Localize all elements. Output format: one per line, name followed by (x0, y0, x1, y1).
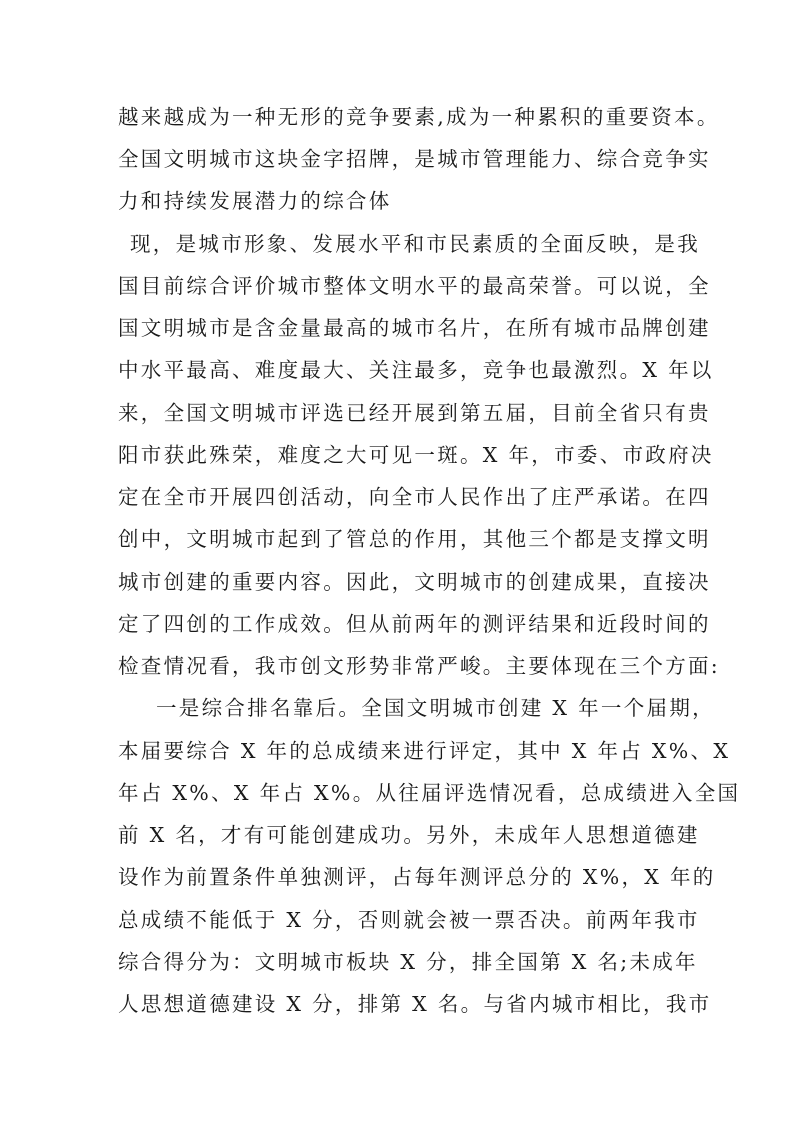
text-line-8: 来，全国文明城市评选已经开展到第五届，目前全省只有贵 (118, 401, 711, 425)
text-line-21: 综合得分为：文明城市板块 X 分，排全国第 X 名;未成年 (118, 950, 698, 974)
text-line-13: 定了四创的工作成效。但从前两年的测评结果和近段时间的 (118, 612, 711, 636)
text-line-18: 前 X 名，才有可能创建成功。另外，未成年人思想道德建 (118, 823, 700, 847)
text-line-20: 总成绩不能低于 X 分，否则就会被一票否决。前两年我市 (118, 908, 700, 932)
text-line-5: 国目前综合评价城市整体文明水平的最高荣誉。可以说，全 (118, 274, 711, 298)
text-line-3: 力和持续发展潜力的综合体 (118, 189, 392, 213)
text-line-22: 人思想道德建设 X 分，排第 X 名。与省内城市相比，我市 (118, 992, 712, 1016)
text-line-6: 国文明城市是含金量最高的城市名片，在所有城市品牌创建 (118, 316, 711, 340)
text-line-14: 检查情况看，我市创文形势非常严峻。主要体现在三个方面: (118, 654, 721, 678)
text-line-17: 年占 X%、X 年占 X%。从往届评选情况看，总成绩进入全国 (118, 781, 741, 805)
text-line-11: 创中，文明城市起到了管总的作用，其他三个都是支撑文明 (118, 527, 711, 551)
text-line-4: 现，是城市形象、发展水平和市民素质的全面反映，是我 (130, 232, 700, 256)
text-line-19: 设作为前置条件单独测评，占每年测评总分的 X%，X 年的 (118, 865, 716, 889)
text-line-16: 本届要综合 X 年的总成绩来进行评定，其中 X 年占 X%、X (118, 739, 731, 763)
text-line-10: 定在全市开展四创活动，向全市人民作出了庄严承诺。在四 (118, 485, 711, 509)
text-line-7: 中水平最高、难度最大、关注最多，竞争也最激烈。X 年以 (118, 358, 714, 382)
text-line-2: 全国文明城市这块金字招牌，是城市管理能力、综合竞争实 (118, 147, 711, 171)
text-line-15: 一是综合排名靠后。全国文明城市创建 X 年一个届期， (156, 696, 715, 720)
text-line-1: 越来越成为一种无形的竞争要素,成为一种累积的重要资本。 (118, 105, 720, 129)
text-line-12: 城市创建的重要内容。因此，文明城市的创建成果，直接决 (118, 570, 711, 594)
text-line-9: 阳市获此殊荣，难度之大可见一斑。X 年，市委、市政府决 (118, 443, 714, 467)
